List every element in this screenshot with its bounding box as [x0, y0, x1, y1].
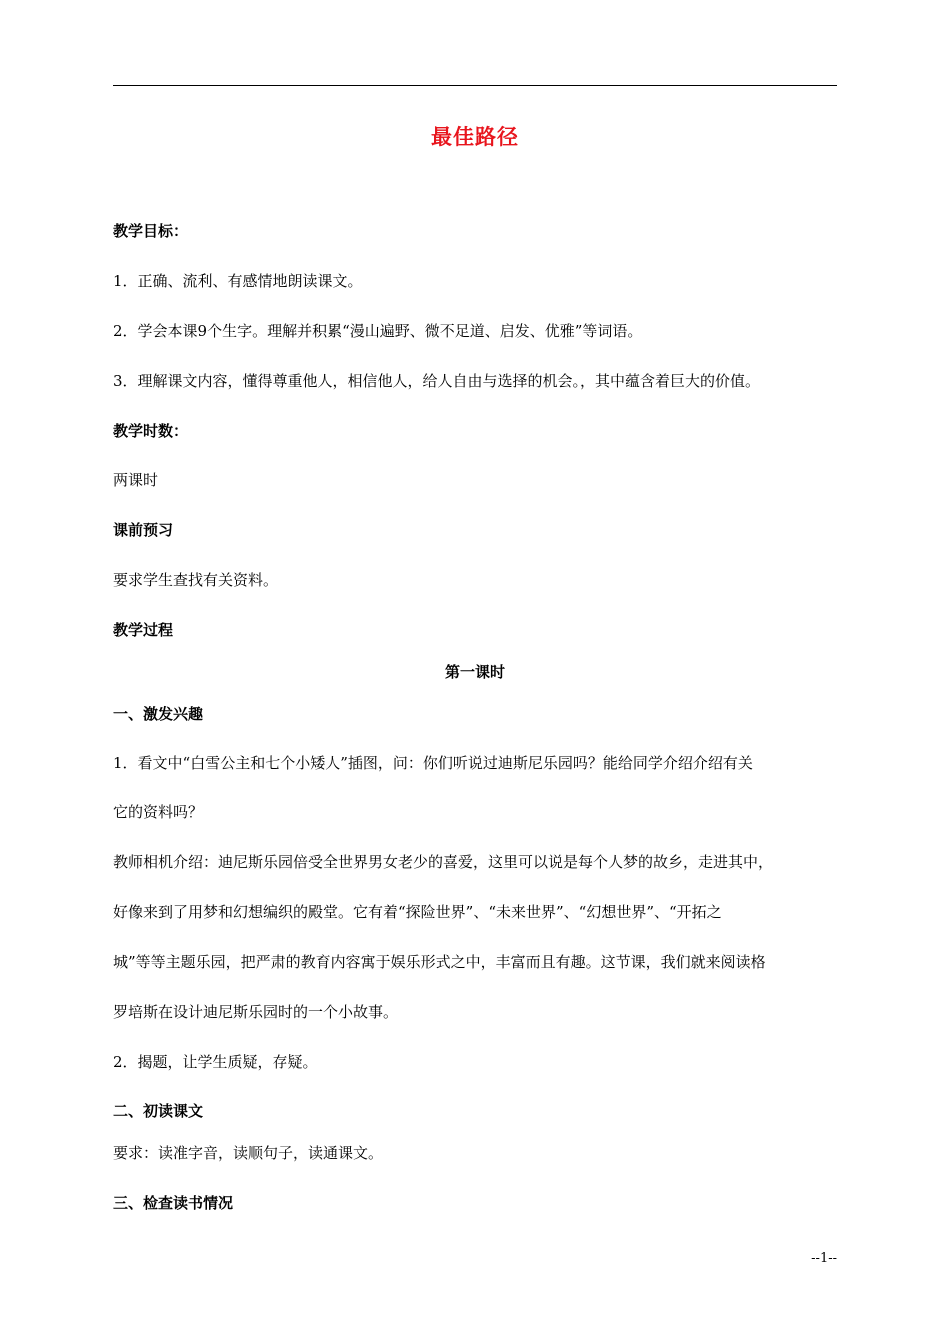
page-number: --1-- — [811, 1251, 837, 1266]
section3-heading: 三、检查读书情况 — [113, 1194, 234, 1212]
section1-item1-line1: 1．看文中“白雪公主和七个小矮人”插图，问：你们听说过迪斯尼乐园吗？能给同学介绍介绍有关 — [113, 754, 753, 772]
header-rule — [113, 85, 837, 86]
preview-heading: 课前预习 — [113, 521, 174, 539]
section1-heading: 一、激发兴趣 — [113, 705, 204, 723]
teacher-intro-line2: 好像来到了用梦和幻想编织的殿堂。它有着“探险世界”、“未来世界”、“幻想世界”、“开拓之 — [113, 903, 722, 921]
lesson-heading: 第一课时 — [444, 663, 505, 681]
teacher-intro-line3: 城”等等主题乐园，把严肃的教育内容寓于娱乐形式之中，丰富而且有趣。这节课，我们就来阅读格 — [113, 953, 766, 971]
objective-item-3: 3．理解课文内容，懂得尊重他人，相信他人，给人自由与选择的机会。，其中蕴含着巨大的价值。 — [113, 372, 761, 390]
teacher-intro-line4: 罗培斯在设计迪尼斯乐园时的一个小故事。 — [113, 1003, 399, 1021]
objective-item-1: 1．正确、流利、有感情地朗读课文。 — [113, 272, 363, 290]
section2-heading: 二、初读课文 — [113, 1102, 204, 1120]
hours-heading: 教学时数： — [113, 422, 189, 440]
objectives-heading: 教学目标： — [113, 222, 189, 240]
process-heading: 教学过程 — [113, 621, 174, 639]
section1-item2: 2．揭题，让学生质疑，存疑。 — [113, 1053, 318, 1071]
section1-item1-line2: 它的资料吗？ — [113, 803, 204, 821]
document-title: 最佳路径 — [431, 124, 519, 149]
objective-item-2: 2．学会本课9个生字。理解并积累“漫山遍野、微不足道、启发、优雅”等词语。 — [113, 322, 643, 340]
hours-value: 两课时 — [113, 471, 159, 489]
teacher-intro-line1: 教师相机介绍：迪尼斯乐园倍受全世界男女老少的喜爱，这里可以说是每个人梦的故乡，走进其中， — [113, 853, 774, 871]
section2-text: 要求：读准字音，读顺句子，读通课文。 — [113, 1144, 384, 1162]
preview-text: 要求学生查找有关资料。 — [113, 571, 279, 589]
